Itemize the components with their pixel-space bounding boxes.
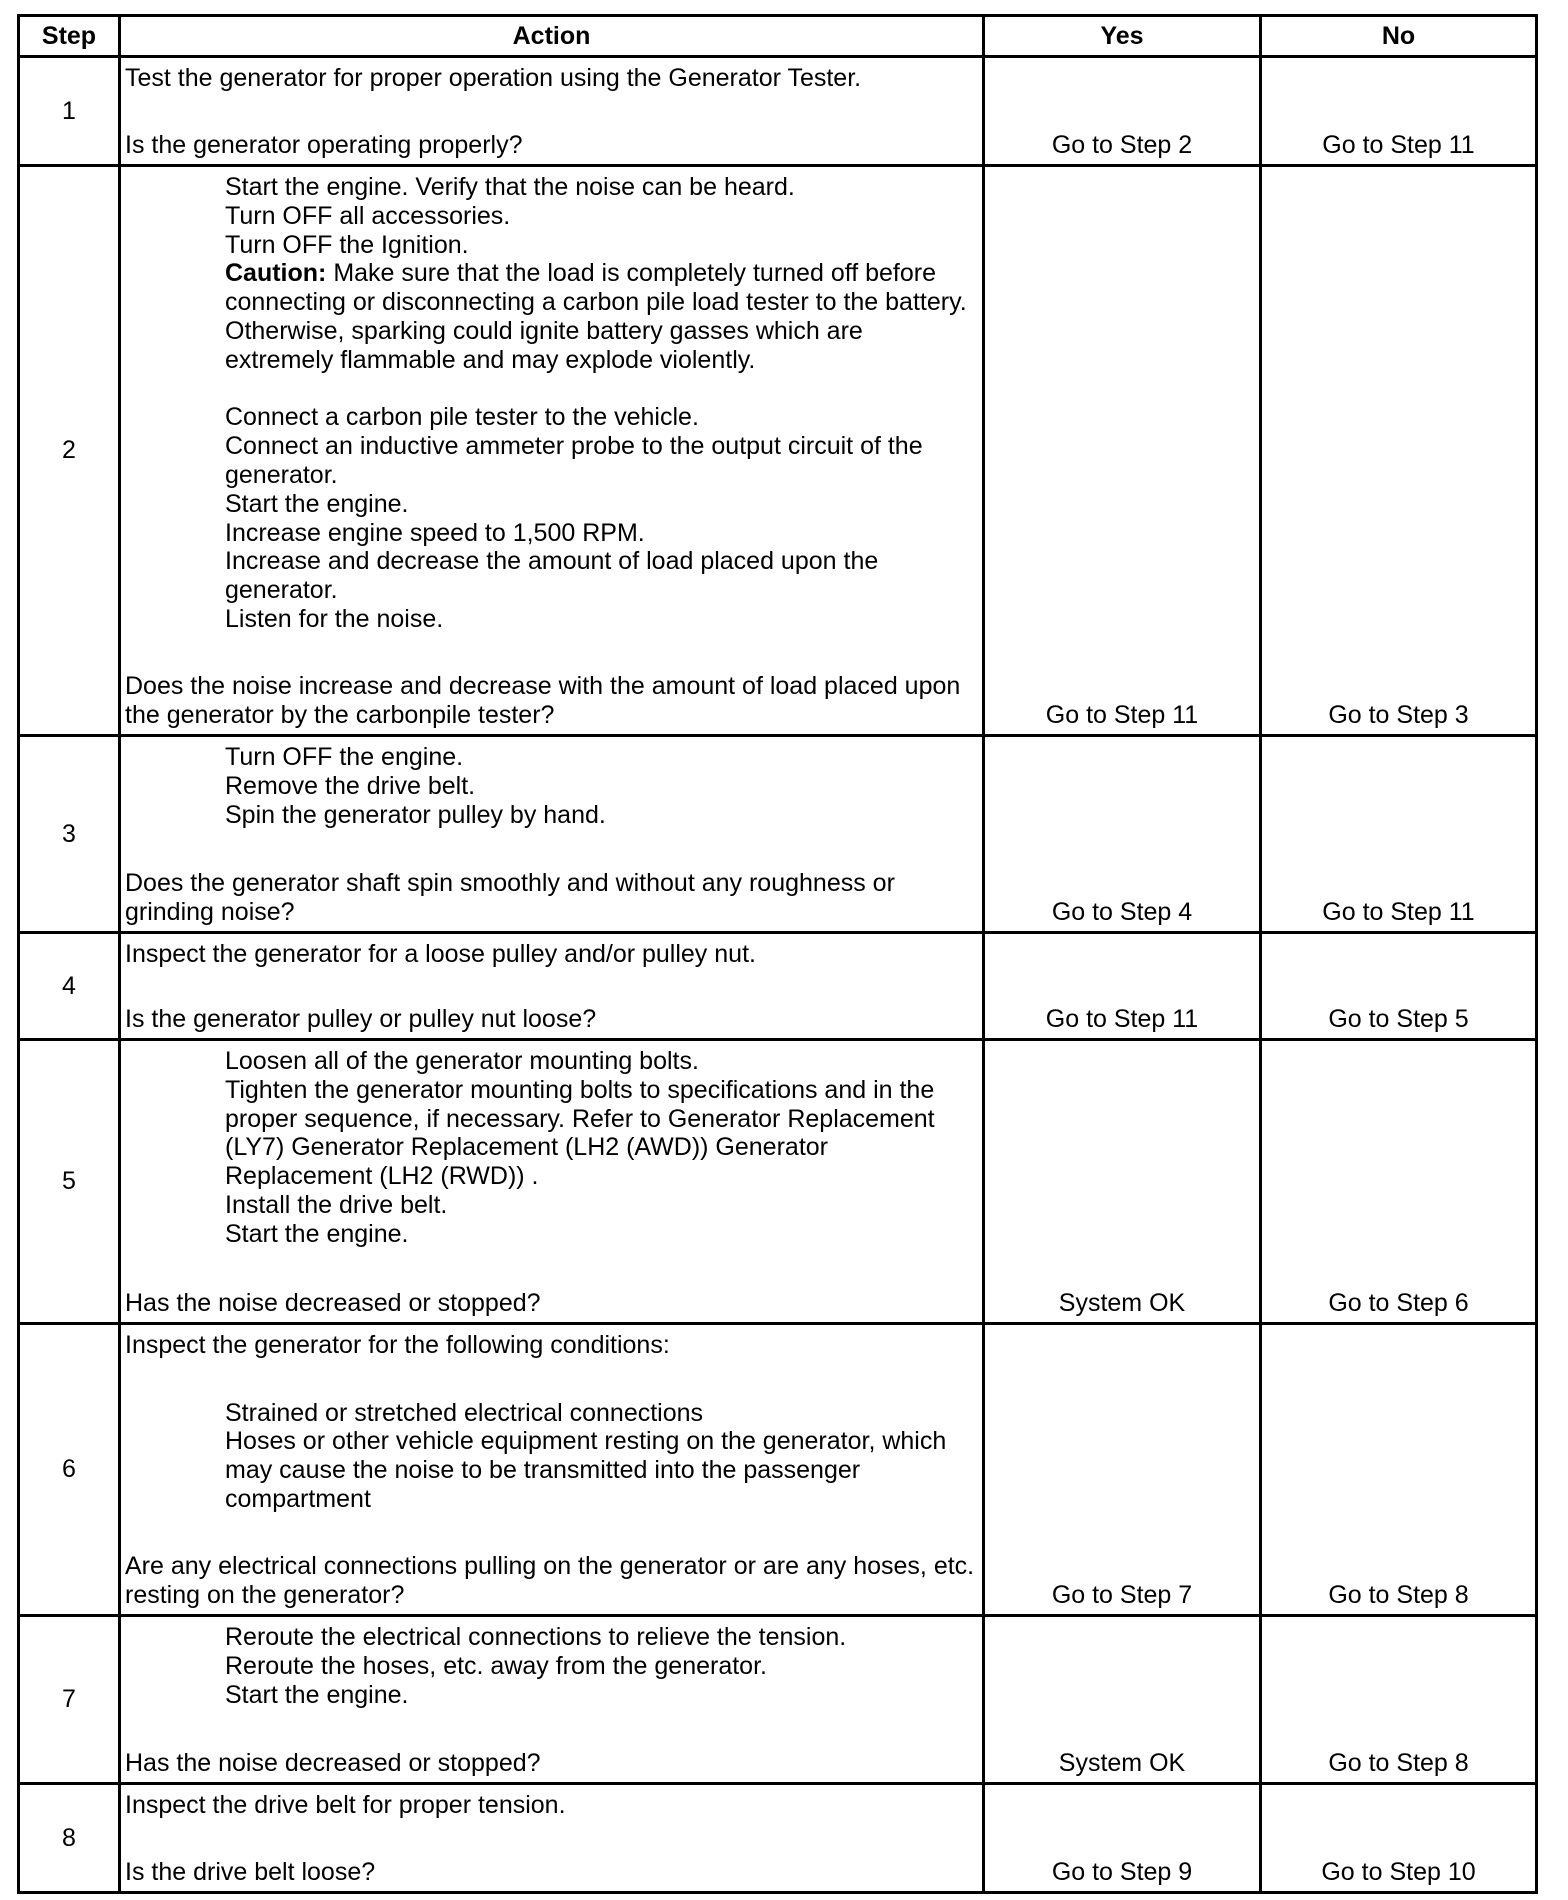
table-row (20, 737, 1538, 934)
action-line: Connect an inductive ammeter probe to the output circuit of the (225, 432, 923, 461)
action-intro (125, 1331, 978, 1360)
action-question (125, 1289, 978, 1318)
question-line: grinding noise? (125, 898, 295, 927)
action-line: Remove the drive belt. (225, 771, 476, 800)
yes-cell (985, 1785, 1262, 1894)
table-row (20, 1325, 1538, 1617)
action-cell (121, 167, 985, 737)
table-row (20, 167, 1538, 737)
action-line: generator. (225, 576, 338, 605)
action-line: Start the engine. (225, 1219, 409, 1248)
yes-result: Go to Step 4 (1051, 898, 1193, 927)
action-intro (125, 940, 978, 969)
action-cell (121, 1785, 985, 1894)
table-row (20, 58, 1538, 167)
yes-result: Go to Step 7 (1051, 1581, 1193, 1610)
action-line: Spin the generator pulley by hand. (225, 800, 606, 829)
step-number: 3 (20, 737, 121, 934)
yes-cell (985, 1325, 1262, 1617)
action-steps (125, 1623, 978, 1709)
action-line: Tighten the generator mounting bolts to specifications and in the (225, 1075, 935, 1104)
action-line: Start the engine. Verify that the noise can be heard. (225, 173, 795, 201)
yes-cell (985, 737, 1262, 934)
action-line: Turn OFF all accessories. (225, 201, 511, 230)
yes-result: Go to Step 11 (1045, 701, 1199, 730)
action-line: generator. (225, 460, 338, 489)
header-row (20, 17, 1538, 58)
step-number: 7 (20, 1617, 121, 1785)
table-row (20, 1617, 1538, 1785)
question-line: Is the generator pulley or pulley nut loose? (125, 1005, 597, 1034)
no-result: Go to Step 3 (1328, 701, 1469, 730)
header-yes: Yes (985, 17, 1262, 58)
action-cell (121, 737, 985, 934)
no-result: Go to Step 8 (1328, 1749, 1469, 1778)
no-cell (1262, 1785, 1538, 1894)
step-number: 5 (20, 1041, 121, 1325)
table-row (20, 1785, 1538, 1894)
yes-cell (985, 167, 1262, 737)
question-line: Is the drive belt loose? (125, 1858, 376, 1887)
question-line: Are any electrical connections pulling on the generator or are any hoses, etc. (125, 1552, 975, 1581)
blank-line (225, 375, 978, 404)
question-line: Has the noise decreased or stopped? (125, 1749, 541, 1778)
no-result: Go to Step 8 (1328, 1581, 1469, 1610)
no-cell (1262, 58, 1538, 167)
question-line: resting on the generator? (125, 1581, 405, 1610)
action-line: Reroute the hoses, etc. away from the generator. (225, 1651, 767, 1680)
no-cell (1262, 167, 1538, 737)
step-number: 2 (20, 167, 121, 737)
no-result: Go to Step 5 (1328, 1005, 1469, 1034)
action-cell (121, 934, 985, 1041)
no-cell (1262, 1325, 1538, 1617)
action-line: Inspect the generator for the following conditions: (125, 1331, 670, 1359)
action-question (125, 1552, 978, 1610)
no-result: Go to Step 11 (1322, 131, 1475, 160)
question-line: Does the noise increase and decrease with the amount of load placed upon (125, 672, 961, 701)
action-cell (121, 1041, 985, 1325)
action-steps (125, 1399, 978, 1514)
yes-result: Go to Step 9 (1051, 1858, 1193, 1887)
step-number: 1 (20, 58, 121, 167)
table-row (20, 934, 1538, 1041)
action-cell (121, 1617, 985, 1785)
action-cell (121, 58, 985, 167)
no-result: Go to Step 10 (1321, 1858, 1476, 1887)
no-result: Go to Step 11 (1322, 898, 1475, 927)
step-number: 6 (20, 1325, 121, 1617)
action-steps (125, 1047, 978, 1249)
yes-result: System OK (1058, 1289, 1186, 1318)
action-line: (LY7) Generator Replacement (LH2 (AWD)) Generator (225, 1133, 828, 1162)
diagnostic-table (17, 14, 1538, 1894)
yes-cell (985, 1041, 1262, 1325)
yes-result: System OK (1058, 1749, 1186, 1778)
action-line: Start the engine. (225, 489, 409, 518)
action-line: Listen for the noise. (225, 604, 444, 633)
caution-label: Caution: (225, 259, 327, 288)
caution-line: Otherwise, sparking could ignite battery gasses which are (225, 316, 863, 345)
caution-line: connecting or disconnecting a carbon pile load tester to the battery. (225, 288, 967, 317)
no-cell (1262, 737, 1538, 934)
step-number: 4 (20, 934, 121, 1041)
action-intro (125, 1791, 978, 1820)
no-cell (1262, 934, 1538, 1041)
yes-result: Go to Step 2 (1051, 131, 1193, 160)
action-question (125, 1749, 978, 1778)
action-question (125, 1005, 978, 1034)
action-line: Increase engine speed to 1,500 RPM. (225, 518, 645, 547)
step-number: 8 (20, 1785, 121, 1894)
action-question (125, 672, 978, 730)
yes-cell (985, 58, 1262, 167)
action-line: Test the generator for proper operation using the Generator Tester. (125, 64, 862, 92)
action-intro (125, 64, 978, 93)
caution-text: Make sure that the load is completely turned off before (333, 259, 936, 288)
action-line: Loosen all of the generator mounting bolts. (225, 1047, 699, 1075)
action-cell (121, 1325, 985, 1617)
action-line: proper sequence, if necessary. Refer to Generator Replacement (225, 1104, 935, 1133)
action-question (125, 1858, 978, 1887)
no-cell (1262, 1041, 1538, 1325)
question-line: Is the generator operating properly? (125, 131, 523, 160)
question-line: Does the generator shaft spin smoothly and without any roughness or (125, 869, 895, 898)
no-result: Go to Step 6 (1328, 1289, 1469, 1318)
action-question (125, 869, 978, 927)
header-no: No (1262, 17, 1538, 58)
action-line: Increase and decrease the amount of load placed upon the (225, 547, 879, 576)
yes-cell (985, 934, 1262, 1041)
action-steps (125, 173, 978, 634)
action-line: Connect a carbon pile tester to the vehicle. (225, 403, 699, 432)
action-line: Hoses or other vehicle equipment resting on the generator, which (225, 1427, 947, 1456)
action-question (125, 131, 978, 160)
action-line: Inspect the generator for a loose pulley and/or pulley nut. (125, 940, 756, 968)
action-steps (125, 743, 978, 829)
caution-line: extremely flammable and may explode violently. (225, 345, 756, 374)
no-cell (1262, 1617, 1538, 1785)
action-line: Turn OFF the Ignition. (225, 230, 469, 259)
header-step: Step (20, 17, 121, 58)
yes-result: Go to Step 11 (1045, 1005, 1199, 1034)
action-line: Start the engine. (225, 1680, 409, 1709)
header-action: Action (121, 17, 985, 58)
yes-cell (985, 1617, 1262, 1785)
action-line: Install the drive belt. (225, 1190, 448, 1219)
action-line: Turn OFF the engine. (225, 743, 464, 771)
question-line: the generator by the carbonpile tester? (125, 701, 555, 730)
action-line: Reroute the electrical connections to relieve the tension. (225, 1623, 847, 1651)
question-line: Has the noise decreased or stopped? (125, 1289, 541, 1318)
action-line: Inspect the drive belt for proper tension. (125, 1791, 566, 1819)
action-line: Replacement (LH2 (RWD)) . (225, 1162, 539, 1191)
action-line: compartment (225, 1484, 371, 1513)
caution-line (225, 259, 978, 288)
action-line: Strained or stretched electrical connections (225, 1398, 704, 1427)
table-row (20, 1041, 1538, 1325)
action-line: may cause the noise to be transmitted into the passenger (225, 1456, 861, 1485)
